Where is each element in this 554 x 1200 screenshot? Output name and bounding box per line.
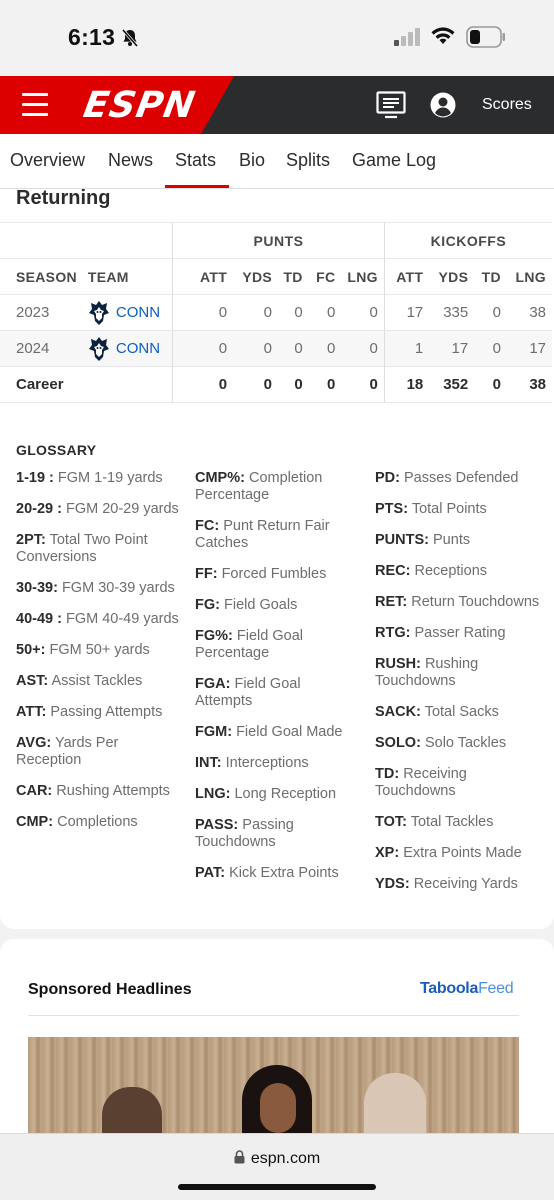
col-header-punt-att[interactable]: ATT [173,259,233,295]
menu-icon[interactable] [22,93,48,117]
glossary-key: RET: [375,594,408,610]
glossary-key: PTS: [375,501,409,517]
table-cell: 335 [429,295,474,331]
tab-news[interactable]: News [108,150,154,170]
table-cell: 0 [173,331,233,367]
punts-group-header: PUNTS [173,223,385,259]
table-cell: 17 [507,331,552,367]
table-cell: 0 [233,367,278,403]
active-tab-indicator [165,185,229,188]
glossary-desc: Passer Rating [414,625,506,641]
glossary-item [375,532,545,549]
table-row [0,331,552,367]
taboola-feed-logo[interactable] [420,980,513,998]
tab-splits[interactable]: Splits [286,150,331,170]
url-display[interactable] [0,1150,554,1168]
glossary-key: PASS: [195,817,239,833]
glossary-desc: Passing Touchdowns [195,817,294,850]
status-time: 6:13 [68,24,116,50]
glossary-key: FG%: [195,628,233,644]
glossary-item [16,704,184,721]
table-cell: 18 [384,367,429,403]
glossary-desc: FGM 1-19 yards [57,470,163,486]
home-indicator[interactable] [178,1184,376,1190]
glossary-item [16,642,184,659]
table-cell: 0 [309,367,342,403]
glossary-desc: Return Touchdowns [411,594,540,610]
player-tabs [0,134,554,189]
glossary-key: RUSH: [375,656,421,672]
group-header-row [0,223,552,259]
glossary-desc: Punts [433,532,471,548]
scores-link[interactable]: Scores [482,96,532,113]
glossary-item [195,597,360,614]
glossary-key: XP: [375,845,400,861]
signal-icon [394,28,422,46]
glossary-item [195,786,360,803]
table-cell: 0 [474,331,507,367]
returning-stats-table [0,222,552,403]
table-cell: 17 [384,295,429,331]
stats-card [0,189,554,929]
taboola-brand: Taboola [420,980,479,997]
divider [28,1015,519,1016]
glossary-key: 50+: [16,642,46,658]
glossary-key: 40-49 : [16,611,62,627]
col-header-ko-att[interactable]: ATT [384,259,429,295]
glossary-column-3 [375,470,545,907]
glossary-key: AST: [16,673,49,689]
glossary-item [195,865,360,882]
glossary-item [375,766,545,800]
table-cell: 352 [429,367,474,403]
table-cell: 0 [173,295,233,331]
glossary-desc: Field Goal Percentage [195,628,303,661]
glossary-desc: Receiving Touchdowns [375,766,467,799]
photo-person [364,1073,426,1139]
team-cell[interactable] [88,295,173,331]
glossary-key: REC: [375,563,411,579]
glossary-item [375,563,545,580]
top-nav [0,76,554,134]
glossary-desc: Total Points [411,501,487,517]
tab-game-log[interactable]: Game Log [352,150,437,170]
glossary-desc: FGM 50+ yards [49,642,150,658]
glossary-title: GLOSSARY [16,442,97,458]
table-cell: 0 [474,367,507,403]
glossary-key: FC: [195,518,220,534]
glossary-desc: Receiving Yards [413,876,518,892]
tab-bio[interactable]: Bio [239,150,266,170]
glossary-item [375,594,545,611]
wifi-icon [430,26,456,46]
table-cell: 0 [233,331,278,367]
col-header-punt-fc[interactable]: FC [309,259,342,295]
glossary-key: CMP%: [195,470,245,486]
glossary-desc: Total Sacks [424,704,499,720]
table-cell: 0 [341,295,384,331]
glossary-desc: Field Goal Made [236,724,343,740]
glossary-key: PD: [375,470,400,486]
table-cell: 0 [233,295,278,331]
table-cell: 0 [278,331,309,367]
col-header-punt-yds[interactable]: YDS [233,259,278,295]
glossary-desc: Assist Tackles [51,673,143,689]
glossary-item [375,501,545,518]
glossary-item [375,656,545,690]
glossary-key: YDS: [375,876,410,892]
glossary-key: LNG: [195,786,231,802]
glossary-key: TD: [375,766,400,782]
career-label: Career [0,367,88,403]
glossary-item [375,845,545,862]
glossary-item [195,470,360,504]
glossary-key: SACK: [375,704,421,720]
table-cell: 0 [341,367,384,403]
glossary-item [16,735,184,769]
glossary-desc: Yards Per Reception [16,735,119,768]
table-cell: 0 [278,295,309,331]
glossary-key: TOT: [375,814,407,830]
glossary-desc: Field Goals [224,597,298,613]
glossary-column-2 [195,470,360,896]
team-cell[interactable] [88,331,173,367]
col-header-team[interactable]: TEAM [88,259,173,295]
career-row [0,367,552,403]
url-text: espn.com [250,1150,321,1167]
glossary-item [16,532,184,566]
lock-icon [234,1150,245,1164]
table-cell: 1 [384,331,429,367]
table-cell: 0 [474,295,507,331]
glossary-item [375,814,545,831]
glossary-key: CMP: [16,814,54,830]
col-header-ko-td[interactable]: TD [474,259,507,295]
glossary-key: 30-39: [16,580,58,596]
sponsored-title: Sponsored Headlines [28,981,192,998]
browser-url-bar[interactable] [0,1133,554,1200]
uconn-logo-icon [88,300,110,326]
glossary-item [16,814,184,831]
glossary-desc: Extra Points Made [403,845,522,861]
glossary-desc: Interceptions [225,755,309,771]
glossary-item [195,566,360,583]
table-cell: 0 [309,295,342,331]
col-header-ko-yds[interactable]: YDS [429,259,474,295]
glossary-key: 1-19 : [16,470,54,486]
glossary-desc: Rushing Attempts [56,783,170,799]
team-link[interactable]: CONN [115,339,161,357]
glossary-desc: Rushing Touchdowns [375,656,479,689]
glossary-item [375,625,545,642]
glossary-item [375,470,545,487]
table-cell: 0 [309,331,342,367]
sponsored-image[interactable] [28,1037,519,1139]
glossary-desc: Passing Attempts [50,704,163,720]
battery-icon [466,26,506,48]
glossary-desc: Completions [57,814,138,830]
glossary-key: CAR: [16,783,53,799]
tab-overview[interactable]: Overview [10,150,86,170]
section-title: Returning [16,189,111,209]
glossary-item [375,704,545,721]
season-cell: 2023 [0,295,88,331]
glossary-desc: Total Tackles [410,814,494,830]
glossary-column-1 [16,470,184,845]
glossary-item [195,724,360,741]
glossary-desc: Total Two Point Conversions [16,532,148,565]
column-header-row [0,259,552,295]
glossary-item [16,470,184,487]
table-cell: 38 [507,295,552,331]
glossary-key: 20-29 : [16,501,62,517]
glossary-desc: FGM 30-39 yards [61,580,175,596]
col-header-punt-td[interactable]: TD [278,259,309,295]
glossary-desc: Kick Extra Points [229,865,339,881]
team-link[interactable]: CONN [115,303,161,321]
taboola-suffix: Feed [478,980,514,997]
table-cell: 17 [429,331,474,367]
glossary-item [16,611,184,628]
photo-person [102,1087,162,1139]
glossary-key: PAT: [195,865,226,881]
glossary-item [195,518,360,552]
glossary-item [16,673,184,690]
glossary-key: FG: [195,597,220,613]
sponsored-card [0,939,554,1139]
table-row [0,295,552,331]
glossary-item [375,735,545,752]
photo-person [242,1065,312,1139]
col-header-season[interactable]: SEASON [0,259,88,295]
watch-tv-icon[interactable] [376,91,406,119]
glossary-key: FGA: [195,676,231,692]
kickoffs-group-header: KICKOFFS [384,223,552,259]
glossary-item [375,876,545,893]
table-cell: 38 [507,367,552,403]
glossary-item [195,817,360,851]
glossary-desc: Passes Defended [404,470,519,486]
glossary-item [195,676,360,710]
table-cell: 0 [173,367,233,403]
uconn-logo-icon [88,336,110,362]
glossary-desc: Long Reception [234,786,337,802]
glossary-key: INT: [195,755,222,771]
bell-muted-icon [120,28,140,48]
col-header-punt-lng[interactable]: LNG [341,259,384,295]
glossary-item [195,628,360,662]
glossary-key: SOLO: [375,735,421,751]
col-header-ko-lng[interactable]: LNG [507,259,552,295]
glossary-key: ATT: [16,704,47,720]
user-profile-icon[interactable] [430,92,456,118]
glossary-desc: Forced Fumbles [221,566,327,582]
glossary-desc: FGM 20-29 yards [65,501,179,517]
glossary-key: PUNTS: [375,532,429,548]
season-cell: 2024 [0,331,88,367]
status-bar [0,0,554,76]
table-cell: 0 [341,331,384,367]
table-cell: 0 [278,367,309,403]
glossary-desc: Field Goal Attempts [195,676,301,709]
glossary-item [195,755,360,772]
glossary-item [16,501,184,518]
glossary-key: 2PT: [16,532,46,548]
glossary-key: RTG: [375,625,411,641]
glossary-desc: Punt Return Fair Catches [195,518,330,551]
tab-stats[interactable]: Stats [175,150,217,170]
glossary-desc: Solo Tackles [424,735,507,751]
espn-logo[interactable]: ESPN [80,85,199,126]
glossary-key: FGM: [195,724,233,740]
glossary-key: FF: [195,566,218,582]
glossary-item [16,580,184,597]
glossary-item [16,783,184,800]
glossary-desc: Receptions [414,563,488,579]
glossary-desc: FGM 40-49 yards [65,611,179,627]
glossary-desc: Completion Percentage [195,470,323,503]
glossary-key: AVG: [16,735,52,751]
